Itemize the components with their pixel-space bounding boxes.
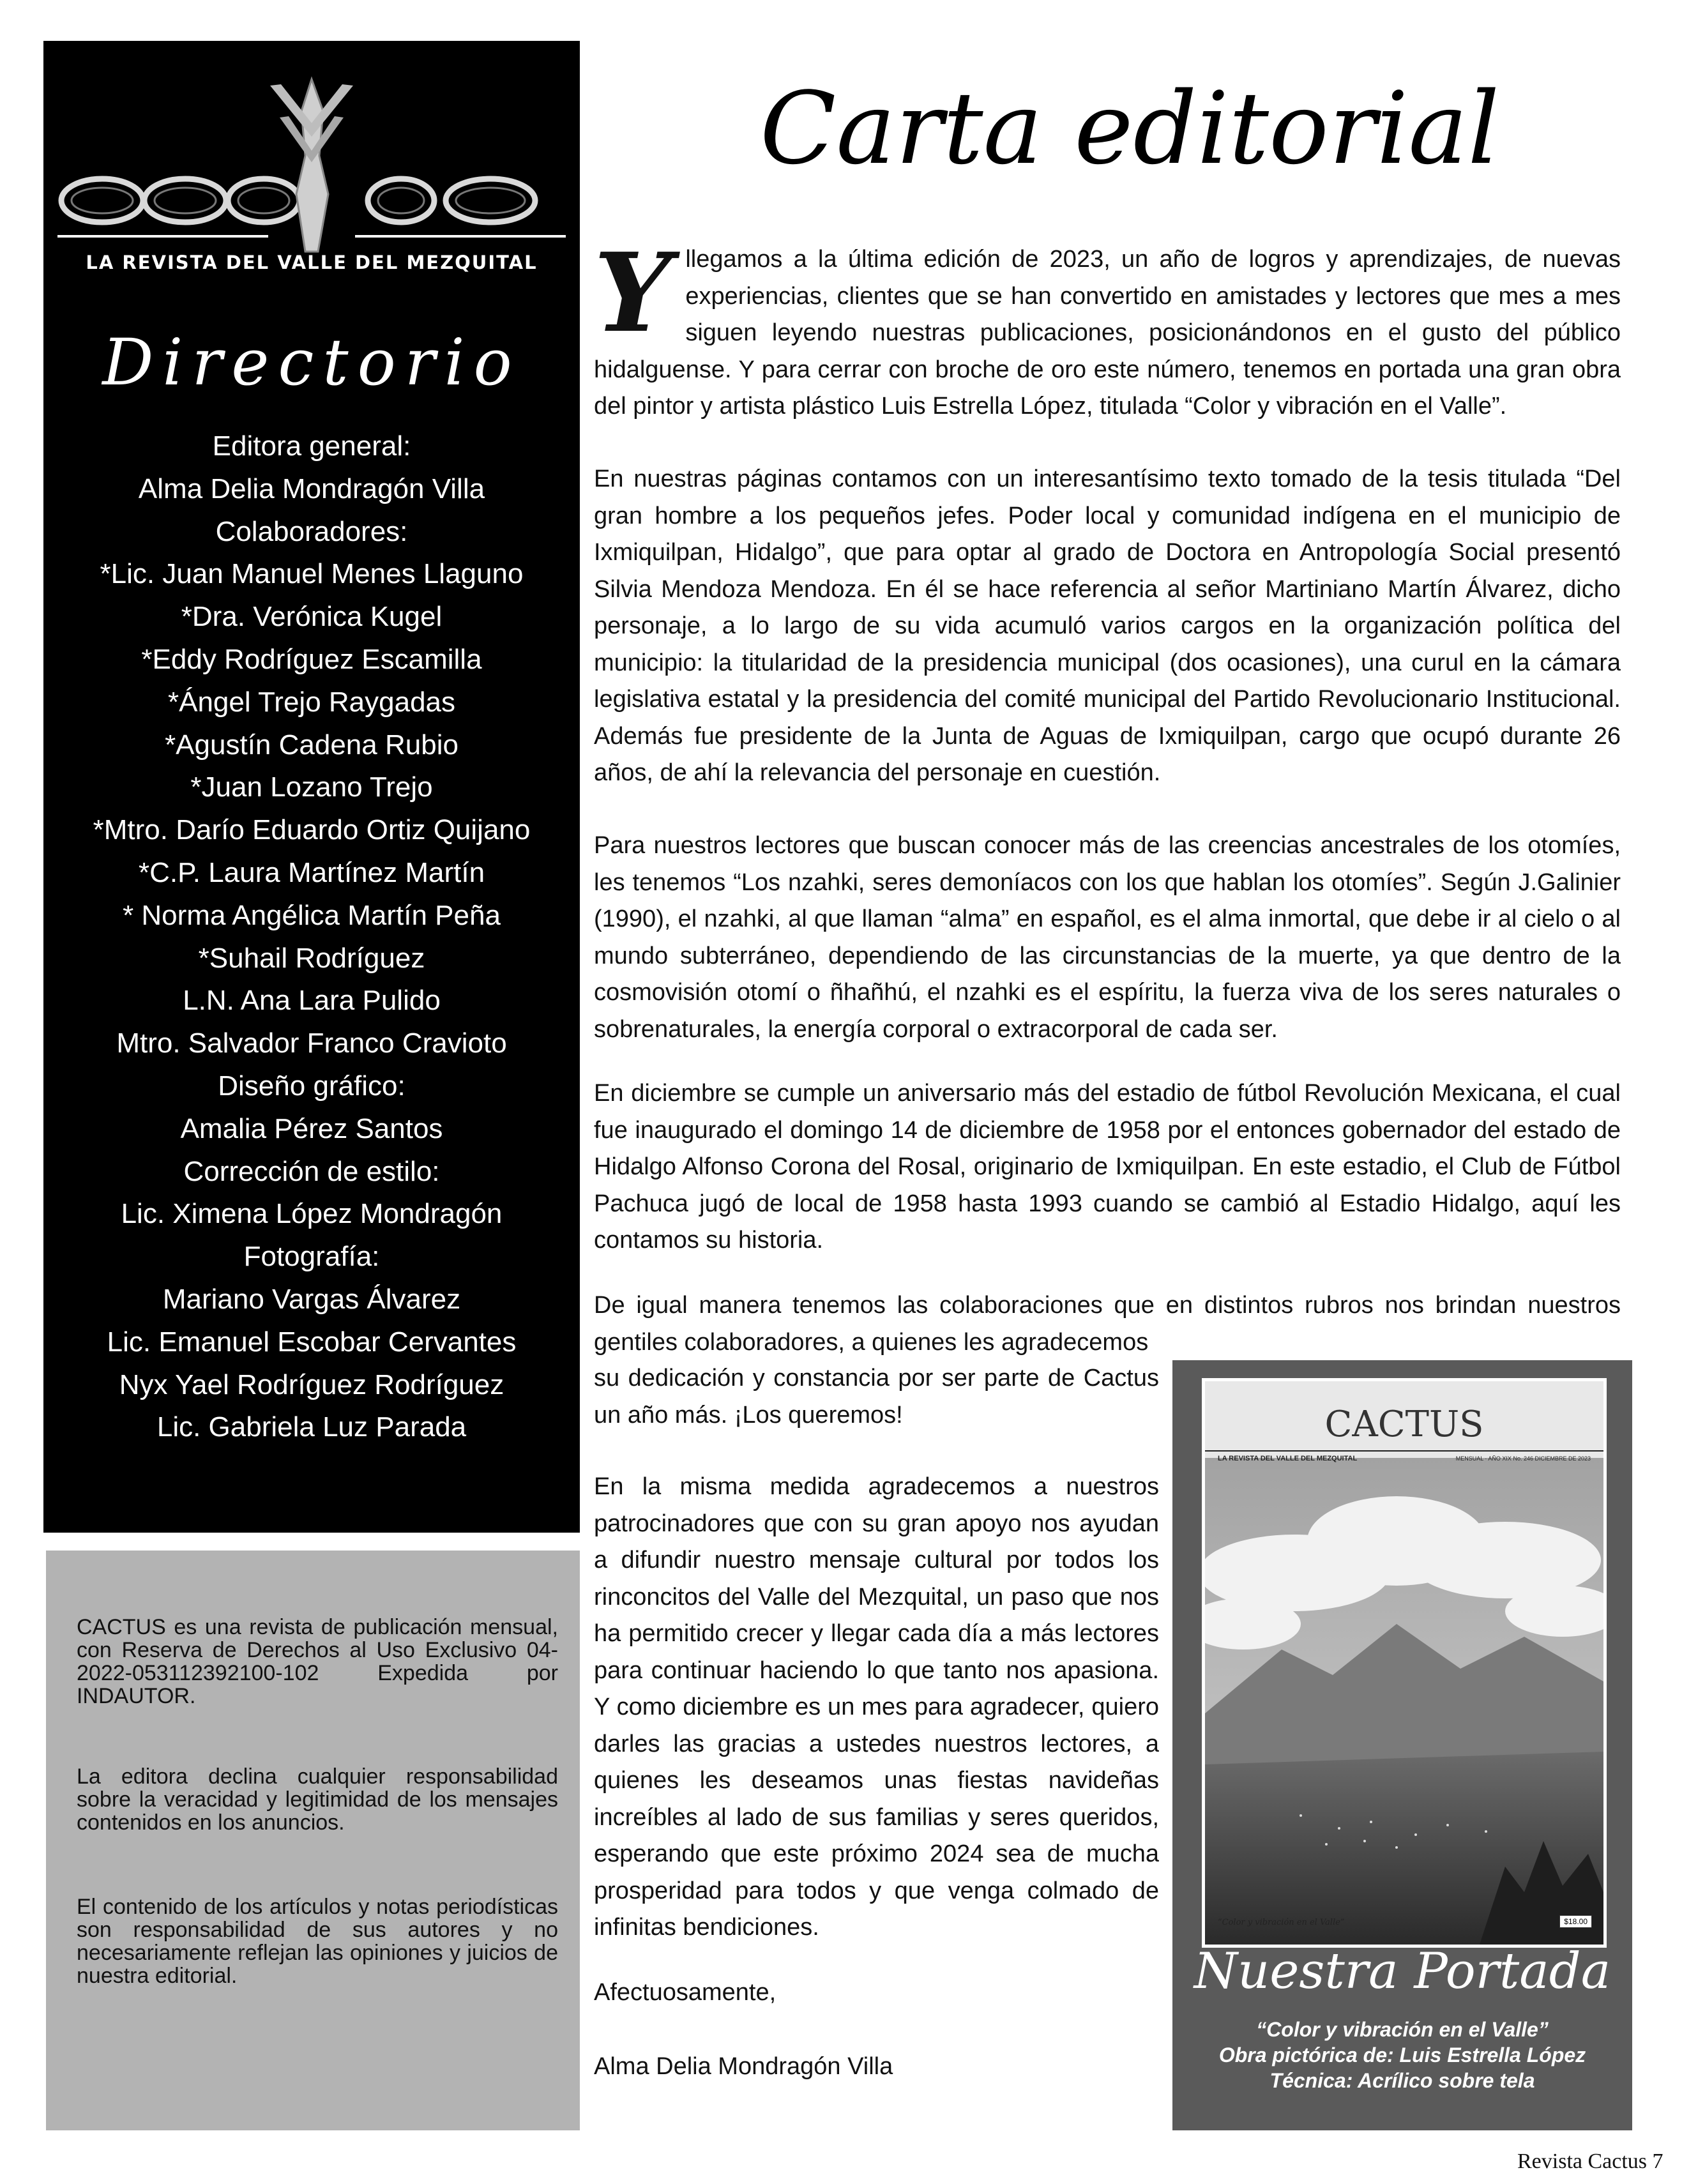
article-closing: Afectuosamente, — [594, 1979, 777, 2006]
cover-price: $18.00 — [1559, 1915, 1592, 1928]
cover-box — [1172, 1360, 1632, 2130]
svg-text:LA REVISTA DEL VALLE DEL MEZQU: LA REVISTA DEL VALLE DEL MEZQUITAL — [1218, 1455, 1358, 1462]
drop-cap: Y — [594, 229, 672, 357]
cover-caption-title: “Color y vibración en el Valle” — [1256, 2018, 1549, 2041]
directory-line: Lic. Ximena López Mondragón — [121, 1198, 503, 1230]
directory-line: Mtro. Salvador Franco Cravioto — [116, 1028, 507, 1059]
directory-line: *Suhail Rodríguez — [198, 942, 425, 974]
legal-panel — [46, 1551, 580, 2130]
cover-heading: Nuestra Portada — [1194, 1943, 1611, 2000]
directory-line: * Norma Angélica Martín Peña — [123, 899, 501, 931]
directory-line: Editora general: — [212, 430, 411, 462]
page-folio: Revista Cactus 7 — [1517, 2150, 1663, 2173]
svg-text:MENSUAL · AÑO XIX No. 246 DICI: MENSUAL · AÑO XIX No. 246 DICIEMBRE DE 2023 — [1455, 1455, 1591, 1462]
page-title: Carta editorial — [760, 70, 1500, 186]
article-paragraph: Yllegamos a la última edición de 2023, un año de logros y aprendizajes, de nuevas experiencias, clientes que se han convertido en amistades y lectores que mes a mes siguen leyendo nuestras publicaciones, posicionándonos en el gusto del público hidalguense. Y para cerrar con broche de oro este número, tenemos en portada una gran obra del pintor y artista plástico Luis Estrella López, titulada “Color y vibración en el Valle”. — [594, 229, 1621, 420]
directory-line: Alma Delia Mondragón Villa — [138, 473, 485, 504]
cactus-logo — [43, 66, 580, 258]
directory-line: *Ángel Trejo Raygadas — [167, 686, 456, 718]
directory-line: *Eddy Rodríguez Escamilla — [141, 643, 482, 675]
article-paragraph: De igual manera tenemos las colaboraciones que en distintos rubros nos brindan nuestros gentiles colaboradores, a quienes les agradecemos — [594, 1292, 1621, 1356]
directory-line: Lic. Gabriela Luz Parada — [156, 1411, 467, 1443]
directory-line: Corrección de estilo: — [183, 1155, 440, 1187]
directory-line: Colaboradores: — [215, 515, 408, 547]
directory-panel — [43, 41, 580, 1533]
article-paragraph: su dedicación y constancia por ser parte de Cactus un año más. ¡Los queremos! — [594, 1365, 1159, 1429]
directory-heading: Directorio — [102, 325, 521, 400]
article-paragraph: En la misma medida agradecemos a nuestros patrocinadores que con su gran apoyo nos ayudan a difundir nuestro mensaje cultural por todos los rinconcitos del Valle del Mezquital, un paso que nos ha permitido crecer y llegar cada día a más lectores para continuar haciendo lo que tanto nos apasiona. Y como diciembre es un mes para agradecer, quiero darles las gracias a ustedes nuestros lectores, a quienes les deseamos unas fiestas navideñas increíbles al lado de sus familias y seres queridos, esperando que este próximo 2024 sea de mucha prosperidad para todos y que venga colmado de infinitas bendiciones. — [594, 1473, 1159, 1941]
legal-disclaimer-articles: El contenido de los artículos y notas periodísticas son responsabilidad de sus autores y no necesariamente reflejan las opiniones y juicios de nuestra editorial. — [77, 1895, 558, 1988]
directory-line: Fotografía: — [243, 1241, 380, 1273]
directory-line: L.N. Ana Lara Pulido — [183, 985, 441, 1017]
directory-line: *C.P. Laura Martínez Martín — [138, 856, 485, 888]
article-paragraph: En nuestras páginas contamos con un interesantísimo texto tomado de la tesis titulada “Del gran hombre a los pequeños jefes. Poder local y comunidad indígena en el municipio de Ixmiquilpan, Hidalgo”, que para optar al grado de Doctora en Antropología Social presentó Silvia Mendoza Mendoza. En él se hace referencia al señor Martiniano Martín Álvarez, dicho personaje, a lo largo de su vida acumuló varios cargos en la organización política del municipio: la titularidad de la presidencia municipal (dos ocasiones), una curul en la cámara legislativa estatal y la presidencia del comité municipal del Partido Revolucionario Institucional. Además fue presidente de la Junta de Aguas de Ixmiquilpan, cargo que ocupó durante 26 años, de ahí la relevancia del personaje en cuestión. — [594, 466, 1621, 786]
directory-line: Mariano Vargas Álvarez — [162, 1283, 461, 1315]
magazine-tagline: LA REVISTA DEL VALLE DEL MEZQUITAL — [86, 252, 538, 273]
cover-caption-technique: Técnica: Acrílico sobre tela — [1269, 2069, 1535, 2092]
article-signature: Alma Delia Mondragón Villa — [594, 2053, 893, 2080]
directory-line: *Agustín Cadena Rubio — [165, 729, 458, 761]
article-paragraph: En diciembre se cumple un aniversario más del estadio de fútbol Revolución Mexicana, el cual fue inaugurado el domingo 14 de diciembre de 1958 por el entonces gobernador del estado de Hidalgo Alfonso Corona del Rosal, originario de Ixmiquilpan. En este estadio, el Club de Fútbol Pachuca jugó de local de 1958 hasta 1993 cuando se cambió al Estadio Hidalgo, aquí les contamos su historia. — [594, 1080, 1621, 1254]
cover-artwork-label: “Color y vibración en el Valle” — [1218, 1918, 1345, 1927]
article-paragraph: Para nuestros lectores que buscan conocer más de las creencias ancestrales de los otomíes, les tenemos “Los nzahki, seres demoníacos con los que hablan los otomíes”. Según J.Galinier (1990), el nzahki, al que llaman “alma” en español, es el alma inmortal, que debe ir al cielo o al mundo subterráneo, dependiendo de las circunstancias de la muerte, ya que dentro de la cosmovisión otomí o ñhañhú, el nzahki es el espíritu, la fuerza viva de los seres naturales o sobrenaturales, la energía corporal o extracorporal de cada ser. — [594, 832, 1621, 1043]
directory-line: *Lic. Juan Manuel Menes Llaguno — [100, 558, 524, 590]
svg-text:CACTUS: CACTUS — [1324, 1404, 1484, 1445]
cover-caption-artist: Obra pictórica de: Luis Estrella López — [1218, 2044, 1586, 2066]
directory-line: Amalia Pérez Santos — [180, 1112, 443, 1144]
directory-line: Nyx Yael Rodríguez Rodríguez — [119, 1369, 504, 1400]
directory-line: *Juan Lozano Trejo — [190, 771, 433, 803]
directory-line: Diseño gráfico: — [218, 1070, 405, 1102]
directory-line: *Mtro. Darío Eduardo Ortiz Quijano — [93, 814, 531, 846]
legal-registration-text: CACTUS es una revista de publicación mensual, con Reserva de Derechos al Uso Exclusivo 04-2022-053112392100-102 Expedida por INDAUTOR. — [77, 1615, 558, 1708]
legal-disclaimer-ads: La editora declina cualquier responsabilidad sobre la veracidad y legitimidad de los mensajes contenidos en los anuncios. — [77, 1764, 558, 1835]
directory-list — [43, 425, 580, 1449]
directory-line: Lic. Emanuel Escobar Cervantes — [107, 1326, 517, 1358]
directory-line: *Dra. Verónica Kugel — [181, 601, 443, 633]
cover-image — [1202, 1378, 1607, 1948]
